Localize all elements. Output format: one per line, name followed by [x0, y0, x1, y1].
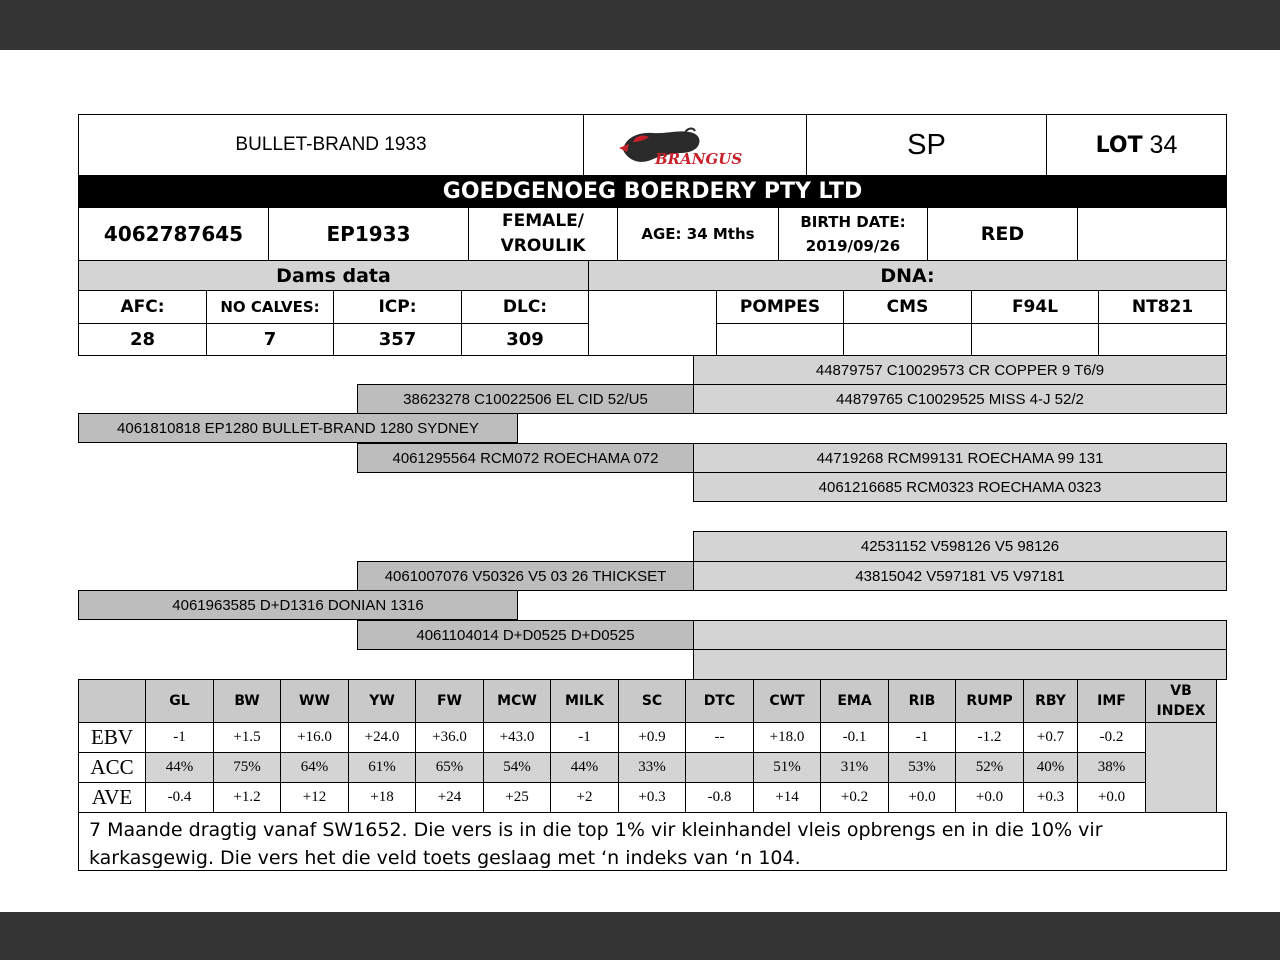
lot-cell — [1046, 114, 1227, 176]
ave-cell: -0.4 — [146, 783, 214, 813]
top-frame-bar — [0, 0, 1280, 50]
dna-header-f94l — [971, 290, 1099, 324]
dna-header-label: NT821 — [1131, 297, 1194, 317]
dams-value: 28 — [129, 329, 156, 350]
ave-cell: +12 — [281, 783, 349, 813]
ebv-row — [79, 723, 1217, 753]
dams-value: 357 — [378, 329, 417, 350]
acc-cell: 51% — [754, 753, 821, 783]
dna-blank-cell — [588, 290, 717, 356]
reg-number-cell — [78, 207, 269, 261]
ebv-col-header: RUMP — [956, 680, 1024, 723]
acc-row-label: ACC — [79, 753, 146, 783]
ebv-cell: -1.2 — [956, 723, 1024, 753]
sex-line2: VROULIK — [500, 236, 586, 256]
birth-date-label: BIRTH DATE: — [800, 213, 906, 231]
lot-label: LOT — [1095, 132, 1143, 158]
ave-row — [79, 783, 1217, 813]
dams-value-calves — [206, 323, 334, 356]
logo-text: BRANGUS — [655, 150, 743, 168]
notes-box — [78, 812, 1227, 871]
ave-cell: +25 — [484, 783, 551, 813]
pedigree-label: 38623278 C10022506 EL CID 52/U5 — [403, 390, 648, 408]
pedigree-dam-dam-sire — [693, 620, 1227, 650]
pedigree-label: 44879757 C10029573 CR COPPER 9 T6/9 — [815, 361, 1105, 379]
ave-cell: +14 — [754, 783, 821, 813]
animal-id: EP1933 — [326, 222, 411, 246]
ebv-cell: -1 — [889, 723, 956, 753]
ebv-col-header: YW — [349, 680, 416, 723]
pedigree-sire-sire — [357, 384, 694, 414]
ebv-col-header: EMA — [821, 680, 889, 723]
pedigree-label: 44879765 C10029525 MISS 4-J 52/2 — [836, 390, 1084, 408]
pedigree-label: 4061810818 EP1280 BULLET-BRAND 1280 SYDNEY — [117, 419, 479, 437]
dna-header-label: CMS — [886, 297, 929, 317]
acc-cell — [686, 753, 754, 783]
dna-header-label: POMPES — [739, 297, 821, 317]
age-cell — [617, 207, 779, 261]
ebv-cell: +36.0 — [416, 723, 484, 753]
pedigree-label: 4061295564 RCM072 ROECHAMA 072 — [392, 449, 659, 467]
pedigree-label: 44719268 RCM99131 ROECHAMA 99 131 — [816, 449, 1104, 467]
ebv-cell: +16.0 — [281, 723, 349, 753]
dams-header-label: AFC: — [120, 297, 165, 317]
pedigree-label: 4061104014 D+D0525 D+D0525 — [416, 626, 635, 644]
pedigree-label: 4061216685 RCM0323 ROECHAMA 0323 — [818, 478, 1102, 496]
ebv-col-header: RBY — [1024, 680, 1078, 723]
ebv-cell: -- — [686, 723, 754, 753]
reg-number: 4062787645 — [103, 222, 244, 246]
pedigree-sire — [78, 413, 518, 443]
dna-value-nt821 — [1098, 323, 1227, 356]
acc-cell: 40% — [1024, 753, 1078, 783]
pedigree-label: 42531152 V598126 V5 98126 — [860, 538, 1060, 555]
ebv-col-header: WW — [281, 680, 349, 723]
pedigree-label: 4061963585 D+D1316 DONIAN 1316 — [172, 596, 424, 614]
ave-cell: +18 — [349, 783, 416, 813]
ave-cell: +0.0 — [1078, 783, 1146, 813]
birth-date: 2019/09/26 — [805, 237, 901, 255]
ebv-cell: +0.7 — [1024, 723, 1078, 753]
acc-cell: 61% — [349, 753, 416, 783]
dams-title-text: Dams data — [276, 264, 391, 287]
dna-title — [588, 260, 1227, 291]
dams-header-afc — [78, 290, 207, 324]
ebv-col-header: MCW — [484, 680, 551, 723]
ebv-row-label: EBV — [79, 723, 146, 753]
dna-header-nt821 — [1098, 290, 1227, 324]
ebv-col-header: BW — [214, 680, 281, 723]
bull-icon — [615, 120, 775, 170]
ebv-col-header: RIB — [889, 680, 956, 723]
ebv-corner — [79, 680, 146, 723]
ebv-cell: +18.0 — [754, 723, 821, 753]
acc-cell: 31% — [821, 753, 889, 783]
dams-header-label: ICP: — [378, 297, 417, 317]
ebv-cell: -0.1 — [821, 723, 889, 753]
ebv-cell: +24.0 — [349, 723, 416, 753]
ebv-cell: -1 — [551, 723, 619, 753]
acc-row — [79, 753, 1217, 783]
ebv-col-header: IMF — [1078, 680, 1146, 723]
pedigree-dam-sire-sire — [693, 531, 1227, 562]
ebv-col-header: DTC — [686, 680, 754, 723]
pedigree-label: 4061007076 V50326 V5 03 26 THICKSET — [384, 567, 667, 585]
dams-value: 7 — [263, 329, 277, 350]
ave-cell: +0.2 — [821, 783, 889, 813]
lot-number: 34 — [1149, 130, 1178, 159]
ebv-header-row — [79, 680, 1217, 723]
age-text: AGE: 34 Mths — [641, 225, 755, 243]
ave-cell: +1.2 — [214, 783, 281, 813]
sex-cell — [468, 207, 618, 261]
acc-cell: 38% — [1078, 753, 1146, 783]
extra-cell — [1077, 207, 1227, 261]
ebv-cell: -0.2 — [1078, 723, 1146, 753]
dams-header-icp — [333, 290, 462, 324]
pedigree-sire-dam-sire — [693, 443, 1227, 473]
dams-header-calves — [206, 290, 334, 324]
color-text: RED — [980, 223, 1025, 245]
vb-index-value — [1146, 723, 1217, 813]
ebv-col-header: FW — [416, 680, 484, 723]
dams-value: 309 — [506, 329, 544, 350]
pedigree-sire-sire-dam — [693, 384, 1227, 414]
ebv-col-header: MILK — [551, 680, 619, 723]
dna-header-cms — [843, 290, 972, 324]
acc-cell: 44% — [146, 753, 214, 783]
vb-index-header — [1146, 680, 1217, 723]
acc-cell: 75% — [214, 753, 281, 783]
dams-value-icp — [333, 323, 462, 356]
ebv-cell: +1.5 — [214, 723, 281, 753]
sex-line1: FEMALE/ — [502, 211, 584, 231]
birth-date-cell — [778, 207, 928, 261]
pedigree-label: 43815042 V597181 V5 V97181 — [855, 567, 1065, 585]
pedigree-sire-sire-sire — [693, 355, 1227, 385]
ave-cell: +0.0 — [956, 783, 1024, 813]
bottom-frame-bar — [0, 912, 1280, 960]
ave-cell: +0.3 — [1024, 783, 1078, 813]
pedigree-sire-dam — [357, 443, 694, 473]
pedigree-dam — [78, 590, 518, 620]
acc-cell: 33% — [619, 753, 686, 783]
ave-cell: -0.8 — [686, 783, 754, 813]
ebv-cell: +43.0 — [484, 723, 551, 753]
acc-cell: 65% — [416, 753, 484, 783]
pedigree-dam-sire — [357, 561, 694, 591]
acc-cell: 44% — [551, 753, 619, 783]
ebv-col-header: GL — [146, 680, 214, 723]
breeder-banner — [78, 176, 1227, 207]
dams-header-label: DLC: — [502, 297, 548, 317]
acc-cell: 52% — [956, 753, 1024, 783]
dams-value-dlc — [461, 323, 589, 356]
vb-index-line2: INDEX — [1156, 703, 1206, 719]
ebv-col-header: CWT — [754, 680, 821, 723]
grade-cell — [806, 114, 1047, 176]
notes-text: 7 Maande dragtig vanaf SW1652. Die vers is in die top 1% vir kleinhandel vleis opbrengs en in die 10% vir karkasgewig. Die vers het die veld toets geslaag met ‘n indeks van ‘n 104. — [89, 819, 1103, 869]
breed-logo — [583, 114, 807, 176]
ave-row-label: AVE — [79, 783, 146, 813]
dams-header-label: NO CALVES: — [220, 298, 320, 316]
breeder-name: GOEDGENOEG BOERDERY PTY LTD — [442, 179, 863, 204]
ebv-cell: +0.9 — [619, 723, 686, 753]
pedigree-dam-dam-dam — [693, 649, 1227, 680]
pedigree-sire-dam-dam — [693, 472, 1227, 502]
acc-cell: 53% — [889, 753, 956, 783]
ave-cell: +0.3 — [619, 783, 686, 813]
animal-name-text: BULLET-BRAND 1933 — [235, 134, 427, 155]
dna-title-text: DNA: — [880, 264, 935, 287]
dna-value-pompes — [716, 323, 844, 356]
acc-cell: 54% — [484, 753, 551, 783]
dna-header-pompes — [716, 290, 844, 324]
dna-value-f94l — [971, 323, 1099, 356]
color-cell — [927, 207, 1078, 261]
ave-cell: +24 — [416, 783, 484, 813]
animal-name — [78, 114, 584, 176]
ebv-col-header: SC — [619, 680, 686, 723]
dna-header-label: F94L — [1011, 297, 1059, 317]
dams-title — [78, 260, 589, 291]
ebv-table — [78, 679, 1217, 813]
vb-index-line1: VB — [1170, 683, 1192, 699]
dams-value-afc — [78, 323, 207, 356]
animal-id-cell — [268, 207, 469, 261]
dna-value-cms — [843, 323, 972, 356]
ave-cell: +0.0 — [889, 783, 956, 813]
ave-cell: +2 — [551, 783, 619, 813]
dams-header-dlc — [461, 290, 589, 324]
pedigree-dam-dam — [357, 620, 694, 650]
ebv-cell: -1 — [146, 723, 214, 753]
grade-text: SP — [907, 128, 946, 161]
acc-cell: 64% — [281, 753, 349, 783]
pedigree-dam-sire-dam — [693, 561, 1227, 591]
